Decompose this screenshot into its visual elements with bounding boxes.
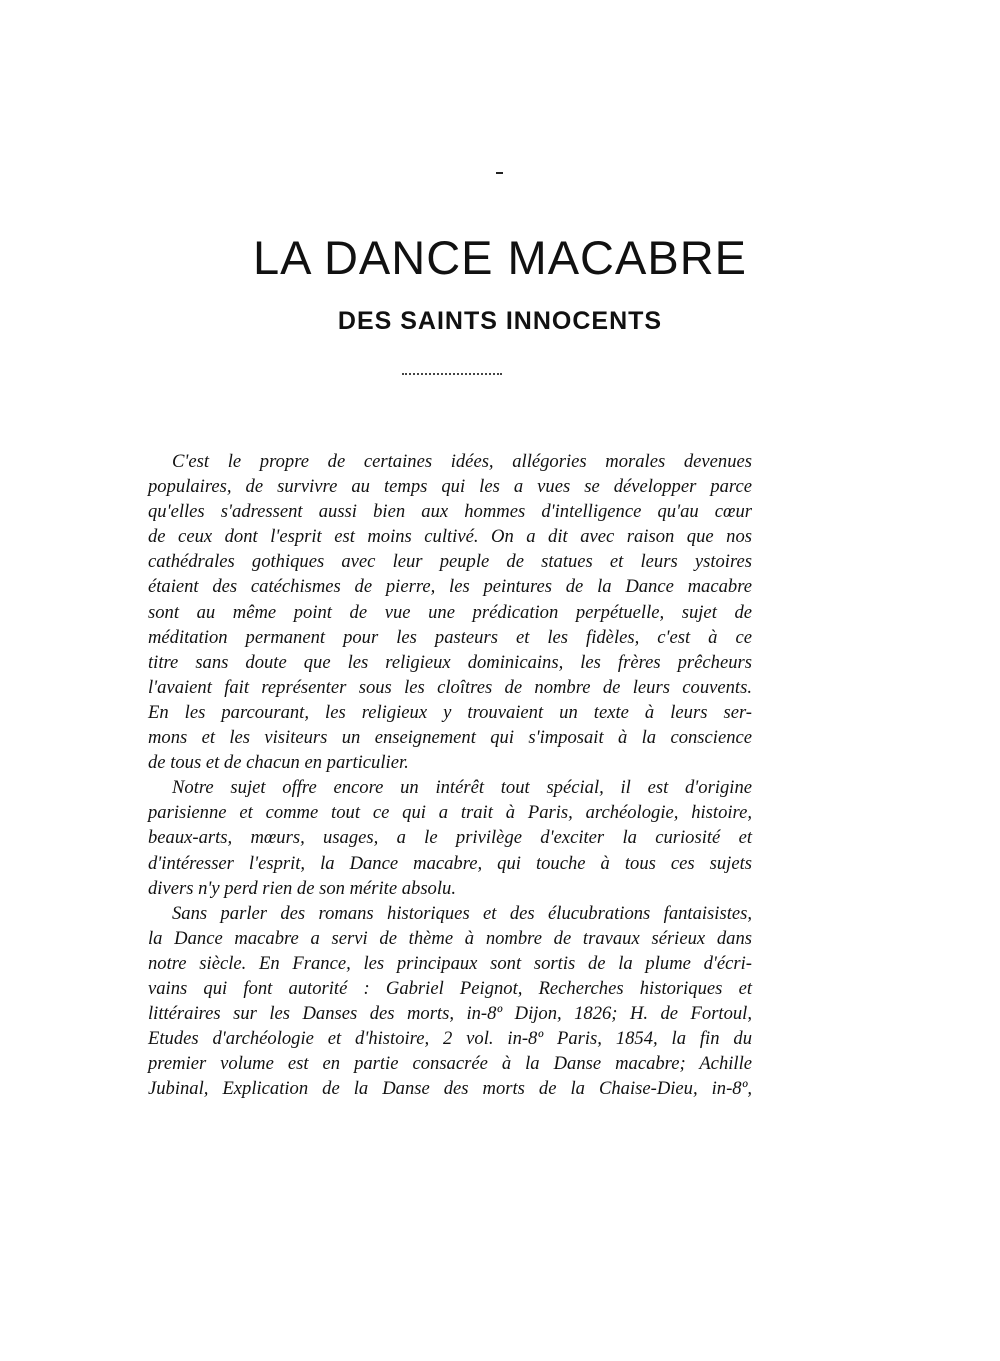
text-line: notre siècle. En France, les principaux sont sortis de la plume d'écri- (148, 952, 752, 974)
text-line: beaux-arts, mœurs, usages, a le privilège d'exciter la curiosité et (148, 827, 752, 849)
page-mark (496, 172, 503, 174)
text-line: qu'elles s'adressent aussi bien aux hommes d'intelligence qu'au cœur (148, 501, 752, 523)
text-line: de tous et de chacun en particulier. (148, 752, 409, 774)
text-line: cathédrales gothiques avec leur peuple de statues et leurs ystoires (148, 551, 752, 573)
text-line: méditation permanent pour les pasteurs et les fidèles, c'est à ce (148, 626, 752, 648)
text-line: vains qui font autorité : Gabriel Peignot, Recherches historiques et (148, 977, 752, 999)
text-line: C'est le propre de certaines idées, allégories morales devenues (172, 451, 752, 472)
text-line: sont au même point de vue une prédication perpétuelle, sujet de (148, 601, 752, 623)
ornament-divider (402, 373, 502, 378)
text-line: l'avaient fait représenter sous les cloîtres de nombre de leurs couvents. (148, 676, 752, 698)
text-line: étaient des catéchismes de pierre, les peintures de la Dance macabre (148, 576, 752, 598)
paragraph-3 (148, 901, 752, 1102)
text-line: titre sans doute que les religieux dominicains, les frères prêcheurs (148, 651, 752, 673)
text-line: mons et les visiteurs un enseignement qui s'imposait à la conscience (148, 727, 752, 749)
text-line: parisienne et comme tout ce qui a trait à Paris, archéologie, histoire, (148, 802, 752, 824)
text-line: Notre sujet offre encore un intérêt tout spécial, il est d'origine (172, 777, 752, 799)
text-line: Etudes d'archéologie et d'histoire, 2 vol. in-8º Paris, 1854, la fin du (148, 1028, 752, 1050)
page-title: LA DANCE MACABRE (253, 231, 747, 284)
text-line: Jubinal, Explication de la Danse des morts de la Chaise-Dieu, in-8º, (148, 1078, 752, 1100)
text-line: de ceux dont l'esprit est moins cultivé. On a dit avec raison que nos (148, 526, 752, 548)
text-line: En les parcourant, les religieux y trouvaient un texte à leurs ser- (148, 701, 752, 723)
paragraph-2 (148, 775, 752, 900)
text-line: populaires, de survivre au temps qui les a vues se développer parce (148, 476, 752, 498)
paragraph-1 (148, 449, 752, 775)
page-subtitle: DES SAINTS INNOCENTS (337, 307, 663, 335)
body-text (148, 449, 752, 1101)
text-line: littéraires sur les Danses des morts, in-8º Dijon, 1826; H. de Fortoul, (148, 1003, 752, 1025)
text-line: divers n'y perd rien de son mérite absolu. (148, 877, 456, 899)
text-line: premier volume est en partie consacrée à la Danse macabre; Achille (148, 1053, 752, 1075)
text-line: la Dance macabre a servi de thème à nombre de travaux sérieux dans (148, 927, 752, 949)
text-line: Sans parler des romans historiques et des élucubrations fantaisistes, (172, 902, 752, 924)
text-line: d'intéresser l'esprit, la Dance macabre, qui touche à tous ces sujets (148, 852, 752, 874)
